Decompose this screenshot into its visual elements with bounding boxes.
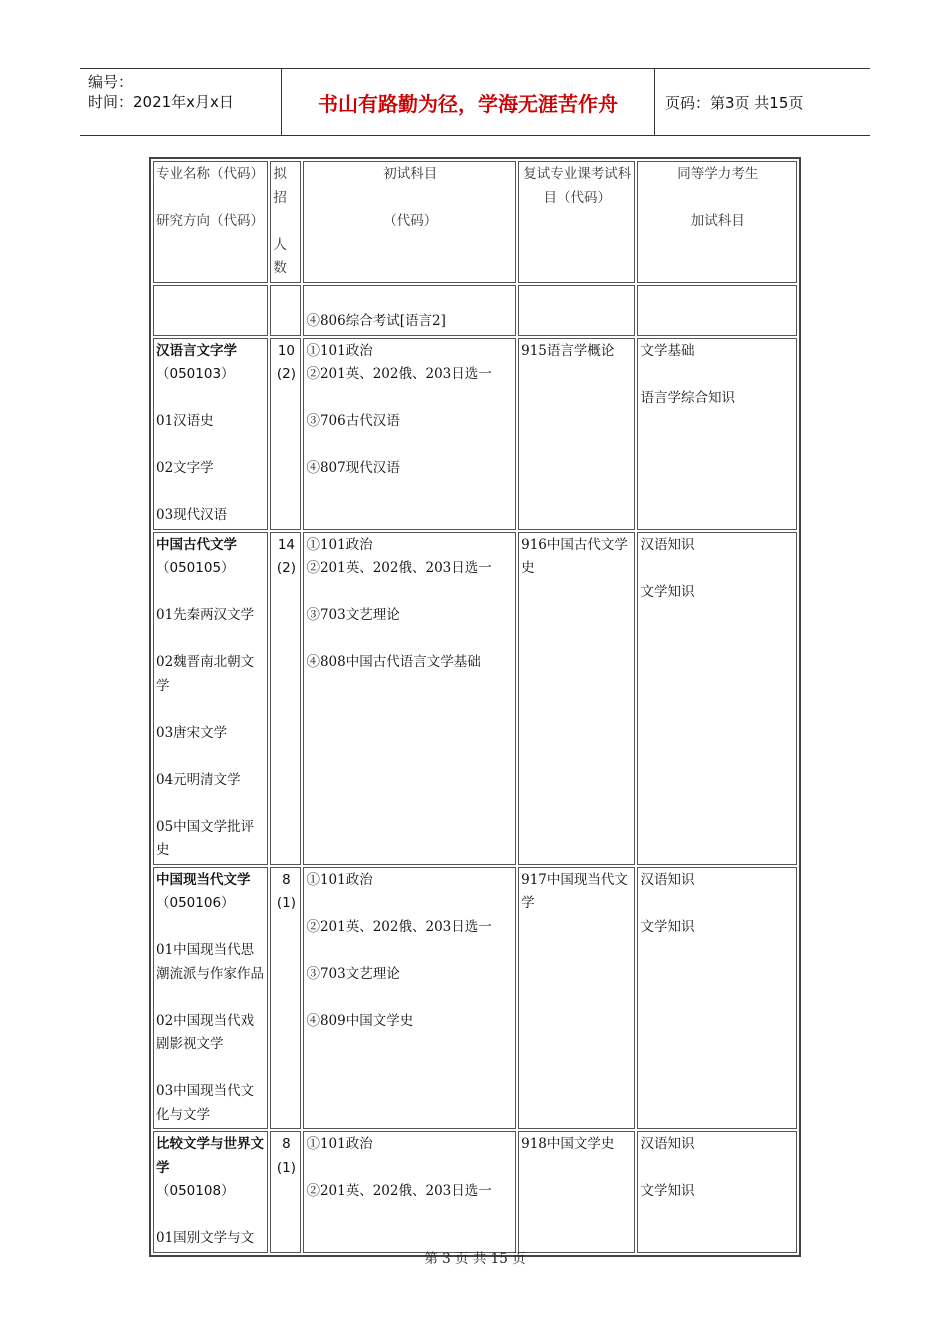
- extra-subject: 文学基础: [640, 342, 695, 359]
- research-direction: 04元明清文学: [156, 771, 241, 788]
- research-direction: 02魏晋南北朝文学: [156, 654, 255, 694]
- major-cell: [153, 1131, 268, 1253]
- header-quota-top: 拟招: [273, 166, 287, 206]
- exam-subject: ③703文艺理论: [306, 607, 400, 623]
- major-cell: [153, 867, 268, 1130]
- header-meta: [80, 69, 282, 135]
- quota-cell: [270, 1131, 301, 1253]
- table-body: [153, 338, 797, 1253]
- extra-cell: [637, 1131, 797, 1253]
- retest-cell: [518, 532, 635, 865]
- major-code: （050103）: [156, 366, 235, 382]
- exam-subject: ④808中国古代语言文学基础: [306, 654, 481, 670]
- admission-table: [149, 157, 801, 1257]
- extra-subject: 文学知识: [640, 1183, 695, 1199]
- table-row: [153, 1131, 797, 1253]
- major-code: （050105）: [156, 560, 235, 576]
- document-number: 编号：: [88, 73, 134, 91]
- continued-exam-cell: [303, 285, 516, 336]
- retest-subject: 916中国古代文学史: [521, 536, 628, 576]
- quota-value: 8(1): [276, 1136, 296, 1176]
- research-direction: 02中国现当代戏剧影视文学: [156, 1012, 255, 1052]
- exam-subject: ④807现代汉语: [306, 460, 400, 476]
- retest-subject: 917中国现当代文学: [521, 871, 628, 911]
- major-name: 汉语言文字学: [156, 342, 237, 359]
- retest-cell: [518, 338, 635, 530]
- research-direction: 03中国现当代文化与文学: [156, 1083, 255, 1123]
- major-code: （050108）: [156, 1183, 235, 1199]
- quota-cell: [270, 532, 301, 865]
- major-cell: [153, 532, 268, 865]
- exam-subject: ③706古代汉语: [306, 413, 400, 429]
- quota-value: 10(2): [276, 342, 296, 382]
- extra-cell: [637, 867, 797, 1130]
- exam-subject: ①101政治: [306, 871, 373, 888]
- research-direction: 03唐宋文学: [156, 724, 228, 741]
- header-major-top: 专业名称（代码）: [156, 166, 264, 182]
- major-name: 中国古代文学: [156, 536, 237, 553]
- major-name: 中国现当代文学: [156, 871, 251, 888]
- header-extra-top: 同等学力考生: [677, 166, 759, 182]
- table-row: [153, 867, 797, 1130]
- header-major: [153, 161, 268, 283]
- extra-subject: 汉语知识: [640, 1136, 695, 1152]
- exam-subject: ④809中国文学史: [306, 1012, 414, 1029]
- header-extra-bottom: 加试科目: [690, 213, 745, 229]
- major-cell: [153, 338, 268, 530]
- major-code: （050106）: [156, 895, 235, 911]
- extra-subject: 语言学综合知识: [640, 389, 735, 406]
- research-direction: 05中国文学批评史: [156, 818, 255, 858]
- header-exam-bottom: （代码）: [383, 213, 438, 229]
- header-motto: 书山有路勤为径，学海无涯苦作舟: [318, 91, 618, 116]
- table-row-continued: [153, 285, 797, 336]
- header-quota: [270, 161, 301, 283]
- header-quota-bottom: 人数: [273, 236, 287, 276]
- exam-subject: ③703文艺理论: [306, 965, 400, 982]
- exam-subject: ②201英、202俄、203日选一: [306, 560, 492, 576]
- extra-subject: 汉语知识: [640, 871, 695, 888]
- table-header-row: [153, 161, 797, 283]
- quota-value: 8(1): [276, 871, 296, 911]
- exam-cell: [303, 1131, 516, 1253]
- extra-subject: 文学知识: [640, 583, 695, 600]
- extra-cell: [637, 338, 797, 530]
- header-exam-top: 初试科目: [383, 166, 438, 182]
- table-row: [153, 532, 797, 865]
- header-extra: [637, 161, 797, 283]
- exam-cell: [303, 338, 516, 530]
- header-major-bottom: 研究方向（代码）: [156, 213, 264, 229]
- exam-subject: ②201英、202俄、203日选一: [306, 918, 492, 935]
- exam-subject: ①101政治: [306, 536, 373, 553]
- quota-value: 14(2): [276, 536, 296, 576]
- exam-subject: ②201英、202俄、203日选一: [306, 1183, 492, 1199]
- exam-cell: [303, 867, 516, 1130]
- quota-cell: [270, 867, 301, 1130]
- research-direction: 03现代汉语: [156, 507, 228, 523]
- header-retest: [518, 161, 635, 283]
- header-exam: [303, 161, 516, 283]
- research-direction: 01先秦两汉文学: [156, 607, 255, 623]
- exam-cell: [303, 532, 516, 865]
- header-motto-cell: [282, 69, 655, 135]
- exam-subject: ①101政治: [306, 1136, 373, 1152]
- extra-subject: 文学知识: [640, 918, 695, 935]
- page-footer: 第 3 页 共 15 页: [424, 1251, 526, 1267]
- continued-exam: ④806综合考试[语言2]: [306, 313, 446, 329]
- retest-cell: [518, 1131, 635, 1253]
- retest-subject: 915语言学概论: [521, 342, 615, 359]
- research-direction: 01国别文学与文: [156, 1230, 255, 1246]
- research-direction: 01中国现当代思潮流派与作家作品: [156, 942, 264, 982]
- page-header: [80, 68, 870, 136]
- exam-subject: ①101政治: [306, 342, 373, 359]
- table-row: [153, 338, 797, 530]
- research-direction: 02文字学: [156, 460, 214, 476]
- document-date: 时间：2021年x月x日: [88, 93, 234, 111]
- extra-subject: 汉语知识: [640, 536, 695, 553]
- exam-subject: ②201英、202俄、203日选一: [306, 366, 492, 382]
- extra-cell: [637, 532, 797, 865]
- retest-subject: 918中国文学史: [521, 1136, 615, 1152]
- retest-cell: [518, 867, 635, 1130]
- header-page-number: 页码：第3页 共15页: [665, 93, 804, 112]
- header-retest-text: 复试专业课考试科目（代码）: [523, 166, 632, 206]
- major-name: 比较文学与世界文学: [156, 1136, 264, 1176]
- quota-cell: [270, 338, 301, 530]
- research-direction: 01汉语史: [156, 413, 214, 429]
